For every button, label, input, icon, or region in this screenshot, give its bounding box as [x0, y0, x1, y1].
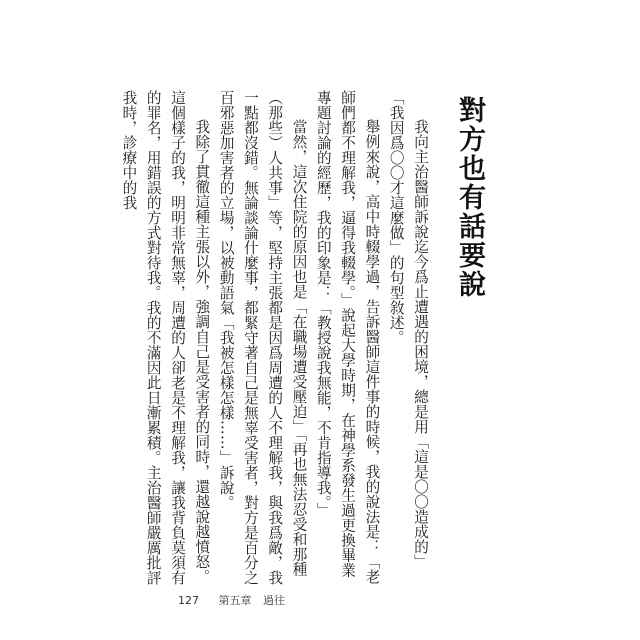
paragraph: 舉例來說，高中時輟學過，告訴醫師這件事的時候，我的說法是：「老師們都不理解我，逼得我輟學。」說起大學時期，在神學系發生過更換畢業專題討論的經歷，我的印象是：「教授說我無能，不肯指導我。」: [314, 90, 381, 585]
paragraph: 我向主治醫師訴說迄今爲止遭遇的困境，總是用「這是〇〇造成的」「我因爲〇〇才這麼做」的句型敘述。: [387, 90, 429, 570]
section-label: 過往: [263, 594, 285, 607]
section-title: 對方也有話要說: [454, 96, 485, 299]
body-text: [120, 90, 432, 590]
chapter-label: 第五章: [218, 594, 252, 607]
page-footer: [178, 592, 285, 608]
page-number: 127: [178, 594, 199, 607]
paragraph: 我除了貫徹這種主張以外，強調自己是受害者的同時，還越說越憤怒。這個樣子的我，明明非常無辜，周遭的人卻老是不理解我，讓我背負莫須有的罪名，用錯誤的方式對待我。我的不滿因此日漸累積。主治醫師嚴厲批評我時，診療中的我: [120, 90, 211, 585]
paragraph: 當然，這次住院的原因也是「在職場遭受壓迫」「再也無法忍受和那種（那些）人共事」等，堅持主張都是因爲周遭的人不理解我，與我爲敵，我一點都沒錯。無論談論什麼事，都緊守著自己是無辜受害者，對方是百分之百邪惡加害者的立場，以被動語氣「我被怎樣怎樣……」訴說。: [217, 90, 308, 585]
